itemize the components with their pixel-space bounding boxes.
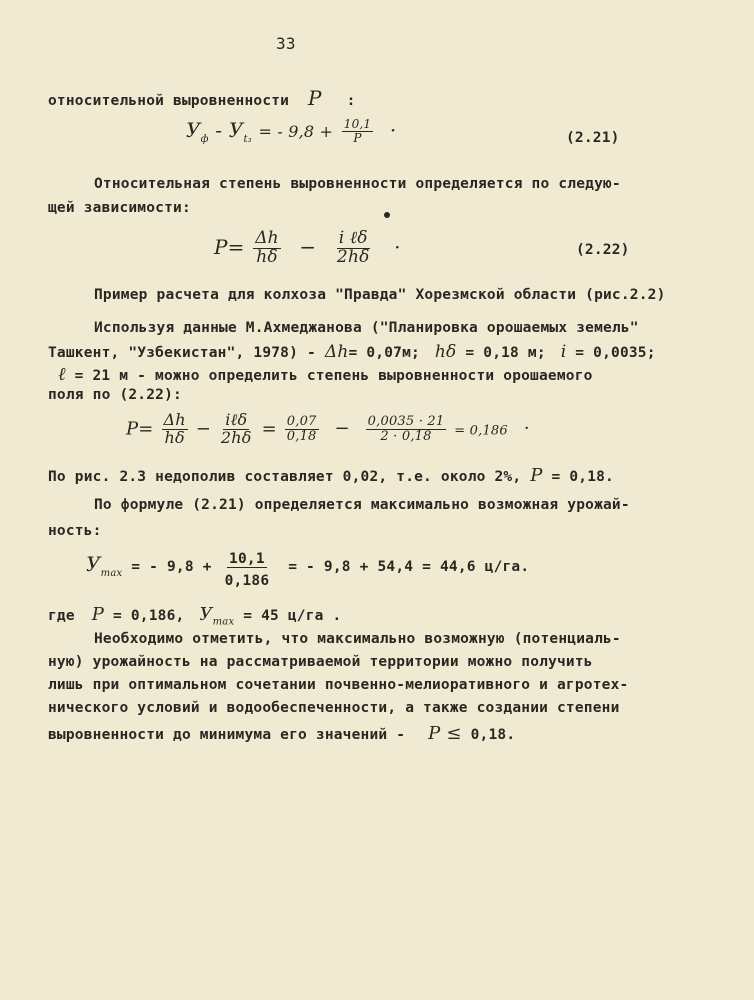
para3-text-d: = 0,0035;: [575, 345, 656, 361]
eq222-dot: ·: [394, 234, 401, 259]
para3-line2: [48, 342, 656, 362]
eq221-frac-num: 10,1: [343, 117, 372, 132]
where-text: где: [48, 608, 75, 624]
eq222-minus: −: [299, 234, 317, 259]
para3-text-b: = 0,07м;: [348, 345, 420, 361]
para3-line4: поля по (2.22):: [48, 387, 182, 403]
where-value-y: = 45 ц/га .: [243, 608, 342, 624]
para3-line1: Используя данные М.Ахмеджанова ("Планировка орошаемых земель": [94, 320, 639, 336]
para4-text-a: По рис. 2.3 недополив составляет 0,02, т.е. около 2%,: [48, 469, 522, 485]
where-value-p: = 0,186,: [112, 608, 185, 624]
symbol-l: ℓ: [58, 364, 66, 385]
symbol-i: i: [560, 342, 567, 362]
symbol-hd: hδ: [434, 342, 457, 362]
ymax-fraction: [223, 552, 272, 589]
para5-line1: По формуле (2.21) определяется максимально возможная урожай-: [94, 497, 630, 513]
para1-line1: Относительная степень выровненности определяется по следую-: [94, 176, 621, 192]
calc-f3-den: 0,18: [286, 428, 317, 444]
calc-frac1: [162, 412, 188, 447]
equation-2-21: [186, 118, 396, 145]
para3-line3: [58, 364, 593, 385]
equation-ymax: [86, 552, 529, 589]
eq222-frac1: [253, 230, 281, 267]
eq221-minus: -: [215, 118, 223, 142]
eq222-label: (2.22): [576, 242, 630, 258]
para3-text-e: = 21 м - можно определить степень выровненности орошаемого: [74, 368, 593, 384]
eq221-frac-den: P: [353, 131, 362, 145]
ymax-expr1: = - 9,8 +: [131, 559, 212, 575]
symbol-ymax: $У_{max}$: [199, 604, 235, 628]
eq222-f2-num: i ℓδ: [338, 228, 368, 248]
para6-line4: нического условий и водообеспеченности, а также создании степени: [48, 700, 620, 716]
calc-f2-num: iℓδ: [225, 410, 248, 429]
eq222-frac2: [335, 230, 372, 267]
equation-calc: [126, 412, 530, 447]
ink-dot: [384, 212, 390, 218]
ymax-frac-den: 0,186: [224, 573, 270, 590]
calc-frac2: [219, 412, 254, 447]
calc-dot: ·: [523, 418, 530, 440]
eq221-label: (2.21): [566, 130, 620, 146]
para6-line3: лишь при оптимальном сочетании почвенно-мелиоративного и агротех-: [48, 677, 629, 693]
eq221-y-t3: $У_{t_3}$: [228, 118, 252, 145]
calc-minus1: −: [195, 418, 211, 440]
symbol-p-le: P ≤: [428, 723, 462, 744]
para6-text-b: 0,18.: [470, 727, 516, 743]
calc-f1-num: Δh: [163, 410, 186, 429]
calc-frac3: [285, 415, 319, 443]
intro-text: относительной выровненности: [48, 93, 290, 109]
eq222-f1-den: hδ: [256, 246, 278, 267]
calc-f4-num: 0,0035 · 21: [367, 414, 445, 430]
para1-line2: щей зависимости:: [48, 200, 191, 216]
para6-line5: [48, 723, 515, 744]
calc-f1-den: hδ: [164, 427, 185, 447]
ymax-frac-num: 10,1: [229, 551, 265, 567]
para6-line1: Необходимо отметить, что максимально возможную (потенциаль-: [94, 631, 621, 647]
eq221-fraction: [342, 118, 374, 144]
calc-eq1: =: [261, 418, 277, 440]
symbol-p-2: P: [530, 465, 543, 486]
eq222-f2-den: 2hδ: [336, 246, 370, 267]
symbol-p: P: [308, 86, 322, 110]
ymax-lhs: $У_{max}$: [86, 552, 123, 579]
page-number: 33: [276, 34, 296, 53]
calc-f4-den: 2 · 0,18: [380, 428, 432, 444]
intro-colon: :: [346, 93, 356, 109]
eq221-y-phi: $У_ф$: [186, 118, 209, 145]
para3-text-a: Ташкент, "Узбекистан", 1978) -: [48, 345, 316, 361]
para3-text-c: = 0,18 м;: [465, 345, 546, 361]
where-line: [48, 604, 341, 628]
equation-2-22: [214, 230, 401, 267]
line-intro: [48, 86, 356, 110]
eq222-f1-num: Δh: [255, 228, 279, 248]
eq222-lhs: P=: [214, 234, 245, 259]
calc-f2-den: 2hδ: [220, 427, 252, 447]
para2-line1: Пример расчета для колхоза "Правда" Хорезмской области (рис.2.2): [94, 287, 666, 303]
para6-text-a: выровненности до минимума его значений -: [48, 727, 406, 743]
calc-minus2: −: [334, 418, 350, 440]
calc-lhs: P=: [126, 418, 154, 440]
para6-line2: ную) урожайность на рассматриваемой территории можно получить: [48, 654, 593, 670]
calc-frac4: [366, 415, 447, 443]
eq221-equals: = - 9,8 +: [258, 122, 334, 141]
symbol-p-3: P: [91, 604, 105, 625]
calc-f3-num: 0,07: [286, 414, 317, 430]
calc-result: = 0,186: [454, 423, 508, 439]
eq221-dot: ·: [389, 118, 397, 142]
ymax-expr2: = - 9,8 + 54,4 = 44,6 ц/га.: [288, 559, 530, 575]
para5-line2: ность:: [48, 523, 102, 539]
symbol-dh: Δh: [324, 342, 349, 362]
para4-text-b: = 0,18.: [551, 469, 614, 485]
para4-line1: [48, 465, 614, 486]
